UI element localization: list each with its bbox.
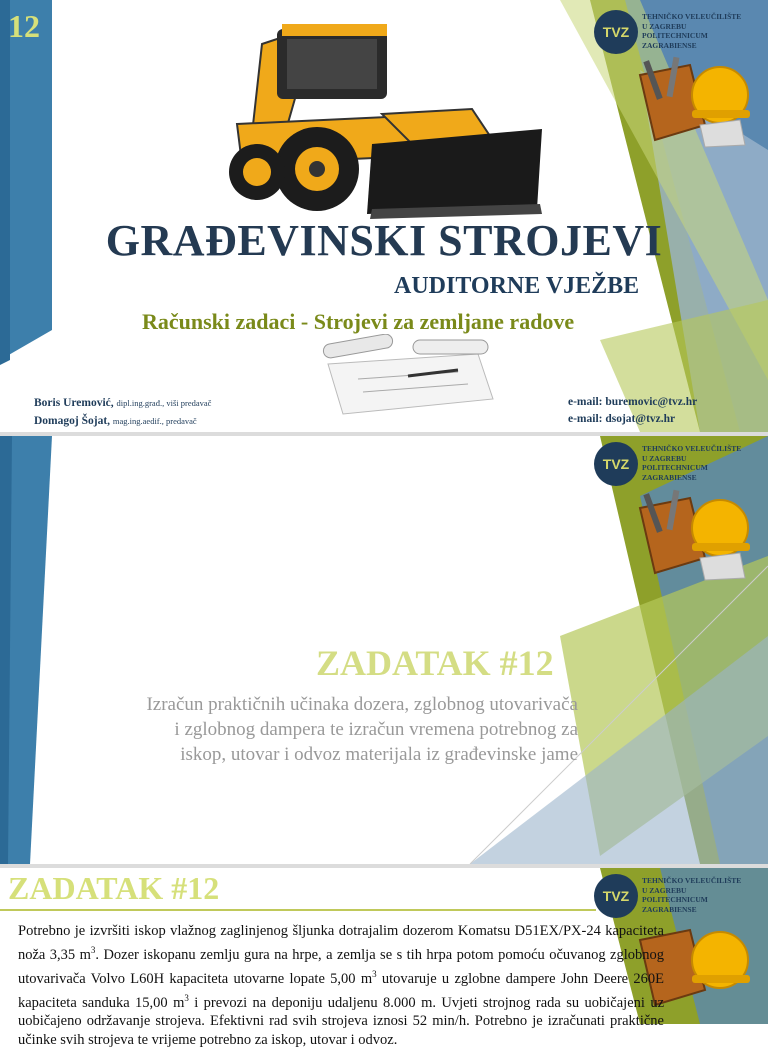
- author-2: [34, 415, 197, 427]
- page-title: GRAĐEVINSKI STROJEVI: [105, 216, 663, 265]
- superscript-3: 3: [372, 968, 377, 979]
- logo-line-4: ZAGRABIENSE: [642, 904, 697, 914]
- superscript-3: 3: [184, 992, 189, 1003]
- slide-2-title: ZADATAK #12: [316, 643, 554, 683]
- logo-line-3: POLITECHNICUM: [642, 31, 708, 40]
- author-1-name: Boris Uremović,: [34, 397, 114, 409]
- superscript-3: 3: [90, 945, 96, 955]
- tvz-logo-circle: TVZ: [594, 874, 638, 918]
- author-2-title: mag.ing.aedif., predavač: [112, 416, 197, 426]
- task-text-part-4: i prevozi na deponiju udaljenu 8.000 m. Uvjeti strojnog rada su uobičajeni uz uobičajeno održavanje strojeva. Efektivni rad svih strojeva iznosi 52 min/h. Potrebno je izračunati praktične učinke svih strojeva te vrijeme potrebno za iskop, utovar i odvoz.: [18, 994, 664, 1049]
- tools-helmet-image: [620, 55, 750, 150]
- logo-line-4: ZAGRABIENSE: [642, 472, 697, 482]
- description-line-3: iskop, utovar i odvoz materijala iz građevinske jame: [180, 744, 578, 765]
- tvz-logo-circle: TVZ: [594, 10, 638, 54]
- blueprints-image: [318, 334, 496, 416]
- tvz-logo-text: [642, 876, 741, 914]
- task-text-part-2: . Dozer iskopanu zemlju gura na hrpe, a zemlja se s tih hrpa potom pomoću očuvanog zglobnog utovarivača Volvo L60H kapaciteta utovarne lopate 5,00 m: [18, 946, 664, 987]
- logo-line-2: U ZAGREBU: [642, 453, 687, 463]
- logo-line-3: POLITECHNICUM: [642, 463, 708, 472]
- logo-line-2: U ZAGREBU: [642, 885, 687, 895]
- subtitle-secondary: Računski zadaci - Strojevi za zemljane radove: [142, 309, 575, 334]
- email-1[interactable]: e-mail: buremovic@tvz.hr: [568, 396, 698, 408]
- tvz-logo-circle: TVZ: [594, 442, 638, 486]
- slide-3-title: ZADATAK #12: [8, 870, 220, 906]
- slide-1: [0, 0, 768, 432]
- author-1-title: dipl.ing.građ., viši predavač: [116, 398, 212, 408]
- tools-helmet-image: [620, 488, 750, 583]
- author-2-name: Domagoj Šojat,: [34, 415, 111, 427]
- task-text-part-3: utovaruje u zglobne dampere John Deere 260E kapaciteta sanduka 15,00 m: [18, 970, 664, 1011]
- tvz-logo: [594, 874, 766, 922]
- title-underline: [0, 909, 596, 911]
- logo-line-2: U ZAGREBU: [642, 21, 687, 31]
- author-1: [34, 397, 211, 409]
- task-text: [18, 922, 664, 1050]
- tvz-logo: [594, 10, 766, 58]
- tvz-logo: [594, 442, 766, 490]
- slide-2-description: [88, 692, 578, 767]
- description-line-2: i zglobnog dampera te izračun vremena potrebnog za: [174, 719, 578, 740]
- logo-line-1: TEHNIČKO VELEUČILIŠTE: [642, 12, 742, 21]
- tvz-logo-text: [642, 444, 741, 482]
- email-2[interactable]: e-mail: dsojat@tvz.hr: [568, 413, 676, 425]
- logo-line-1: TEHNIČKO VELEUČILIŠTE: [642, 876, 742, 885]
- task-text-part-1: Potrebno je izvršiti iskop vlažnog zaglinjenog šljunka dotrajalim dozerom Komatsu D51EX/PX-24 kapaciteta noža 3,35 m: [18, 923, 664, 963]
- backhoe-loader-image: [222, 14, 542, 219]
- description-line-1: Izračun praktičnih učinaka dozera, zglobnog utovarivača: [146, 694, 578, 715]
- subtitle: AUDITORNE VJEŽBE: [394, 273, 640, 299]
- slide-number: 12: [8, 8, 40, 44]
- logo-line-1: TEHNIČKO VELEUČILIŠTE: [642, 444, 742, 453]
- logo-line-3: POLITECHNICUM: [642, 895, 708, 904]
- tvz-logo-text: [642, 12, 741, 50]
- logo-line-4: ZAGRABIENSE: [642, 40, 697, 50]
